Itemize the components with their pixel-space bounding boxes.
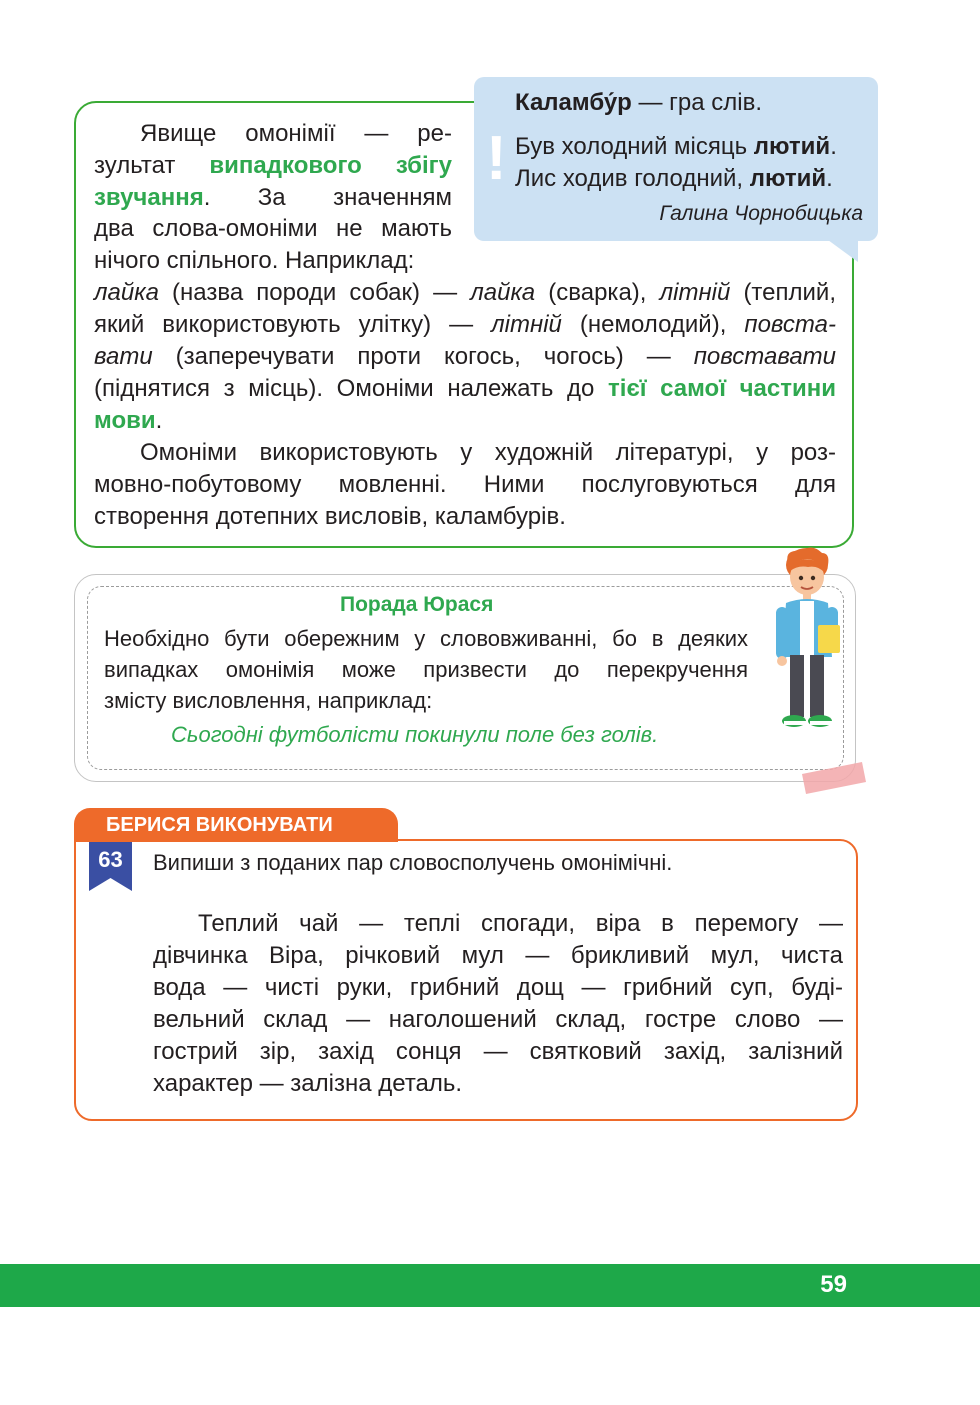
- note-text: Був холодний місяць: [515, 133, 754, 160]
- example-word: лайка: [470, 279, 536, 306]
- exercise-text: характер — залізна деталь.: [153, 1070, 463, 1097]
- exercise-line-5: [153, 1036, 843, 1068]
- theory-text: два слова-омоніми не мають: [94, 215, 452, 242]
- theory-text: (піднятися з місць). Омоніми належать до: [94, 375, 609, 402]
- tip-line-3: [104, 686, 748, 716]
- highlight-term: мови: [94, 407, 156, 434]
- tip-line-2: [104, 655, 748, 685]
- page-number: 59: [820, 1271, 847, 1298]
- note-bold-word: лютий: [749, 165, 827, 192]
- highlight-term: звучання: [94, 184, 204, 211]
- exercise-line-2: [153, 940, 843, 972]
- exercise-text: гострий зір, захід сонця — святковий захід, залізний: [153, 1038, 843, 1065]
- note-bold-word: лютий: [753, 133, 831, 160]
- note-poem-line-1: [515, 131, 837, 163]
- exercise-text: дівчинка Віра, річковий мул — брикливий мул, чиста: [153, 942, 843, 969]
- exercise-line-6: [153, 1068, 843, 1100]
- tip-text: змісту висловлення, наприклад:: [104, 688, 433, 713]
- exercise-line-1: [198, 908, 843, 940]
- theory-text: створення дотепних висловів, каламбурів.: [94, 503, 566, 530]
- theory-line-5: [94, 245, 414, 277]
- tip-text: Необхідно бути обережним у слововживанні, бо в деяких: [104, 626, 748, 651]
- theory-line-6: [94, 277, 836, 309]
- example-word: вати: [94, 343, 153, 370]
- theory-line-11: [140, 437, 836, 469]
- exercise-header: БЕРИСЯ ВИКОНУВАТИ: [106, 814, 333, 836]
- theory-text: (назва породи собак) —: [158, 279, 471, 306]
- note-text: .: [826, 165, 833, 192]
- exercise-text: Теплий чай — теплі спогади, віра в перемогу —: [198, 910, 843, 937]
- theory-line-4: [94, 213, 452, 245]
- theory-text: нічого спільного. Наприклад:: [94, 247, 415, 274]
- theory-text: Омоніми використовують у художній літературі, у роз-: [140, 439, 836, 466]
- exercise-line-4: [153, 1004, 843, 1036]
- theory-line-7: [94, 309, 836, 341]
- exercise-line-3: [153, 972, 843, 1004]
- highlight-term: тієї самої частини: [608, 375, 836, 402]
- exercise-text: вельний склад — наголошений склад, гостре слово —: [153, 1006, 843, 1033]
- note-poem-line-2: [515, 163, 833, 195]
- note-text: .: [830, 133, 837, 160]
- theory-line-10: [94, 405, 162, 437]
- example-word: повста-: [744, 311, 836, 338]
- theory-line-13: [94, 501, 566, 533]
- exclamation-icon: !: [486, 124, 507, 193]
- exercise-text: вода — чисті руки, грибний дощ — грибний суп, буді-: [153, 974, 843, 1001]
- note-definition: [515, 87, 762, 119]
- theory-text: який використовують улітку) —: [94, 311, 492, 338]
- highlight-term: випадкового збігу: [209, 152, 453, 179]
- tip-line-1: [104, 624, 748, 654]
- theory-text: (немолодий),: [561, 311, 745, 338]
- exercise-task: Випиши з поданих пар словосполучень омонімічні.: [153, 850, 673, 875]
- example-word: літній: [491, 311, 562, 338]
- boy-character-icon: [772, 545, 862, 735]
- theory-text: зультат: [94, 152, 210, 179]
- example-word: лайка: [94, 279, 159, 306]
- tip-text: випадках омонімія може призвести до перекручення: [104, 657, 748, 682]
- theory-line-3: [94, 182, 452, 214]
- theory-line-12: [94, 469, 836, 501]
- tip-title: Порада Юрася: [340, 593, 494, 616]
- theory-line-9: [94, 373, 836, 405]
- note-term: Каламбу́р: [515, 89, 632, 116]
- exercise-number: 63: [98, 847, 123, 872]
- theory-line-8: [94, 341, 836, 373]
- note-text: Лис ходив голодний,: [515, 165, 750, 192]
- theory-text: .: [155, 407, 163, 434]
- theory-text: мовно-побутовому мовленні. Ними послуговуються для: [94, 471, 836, 498]
- example-word: літній: [659, 279, 731, 306]
- theory-text: . За значенням: [203, 184, 452, 211]
- note-callout-tail: [828, 240, 858, 262]
- theory-text: (теплий,: [730, 279, 836, 306]
- note-author: Галина Чорнобицька: [659, 202, 863, 225]
- theory-text: (сварка),: [535, 279, 660, 306]
- tape-icon: [800, 760, 870, 796]
- theory-line-2: [94, 150, 452, 182]
- theory-line-1: [140, 118, 452, 150]
- theory-text: Явище омонімії — ре-: [140, 120, 452, 147]
- note-text: — гра слів.: [631, 89, 763, 116]
- theory-text: (заперечувати проти когось, чогось) —: [152, 343, 694, 370]
- example-word: повставати: [693, 343, 836, 370]
- tip-example: Сьогодні футболісти покинули поле без голів.: [171, 722, 659, 747]
